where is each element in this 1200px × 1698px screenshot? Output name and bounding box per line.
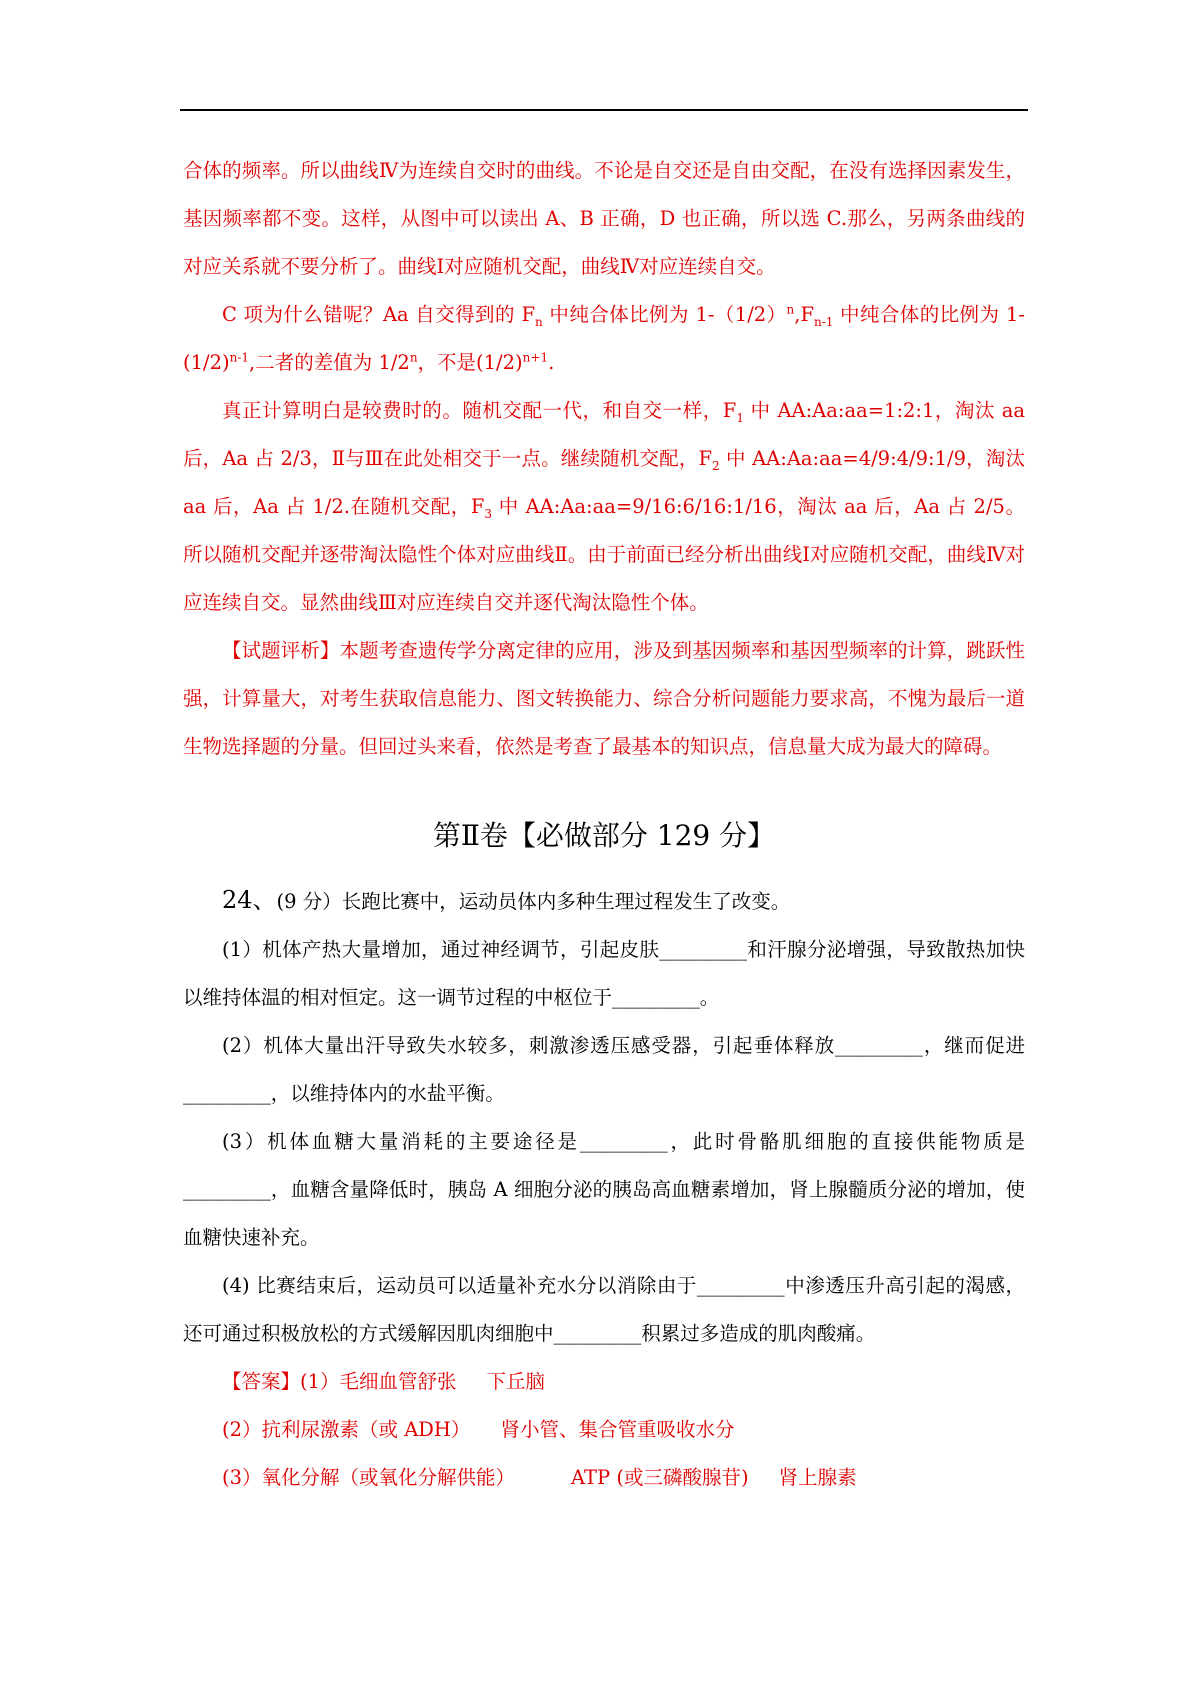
analysis-paragraph-1: 合体的频率。所以曲线Ⅳ为连续自交时的曲线。不论是自交还是自由交配，在没有选择因素发生，基因频率都不变。这样，从图中可以读出 A、B 正确，D 也正确，所以选 C.那么，另两条曲线的对应关系就不要分析了。曲线Ⅰ对应随机交配，曲线Ⅳ对应连续自交。	[183, 159, 1025, 278]
analysis-paragraph-3: 真正计算明白是较费时的。随机交配一代，和自交一样，$F_1$ 中 AA:Aa:aa=1:2:1，淘汰 aa 后，Aa 占 2/3，Ⅱ与Ⅲ在此处相交于一点。继续随机交配，$F_2$ 中 AA:Aa:aa=4/9:4/9:1/9，淘汰 aa 后，Aa 占 1/2.在随机交配，$F_3$ 中 AA:Aa:aa=9/16:6/16:1/16，淘汰 aa 后，Aa 占 2/5。所以随机交配并逐带淘汰隐性个体对应曲线Ⅱ。由于前面已经分析出曲线Ⅰ对应随机交配，曲线Ⅳ对应连续自交。显然曲线Ⅲ对应连续自交并逐代淘汰隐性个体。	[183, 399, 1026, 614]
analysis-paragraph-2: C 项为什么错呢？Aa 自交得到的 $F_n$ 中纯合体比例为 $1-(1/2)^n,F_{n-1}$ 中纯合体的比例为 $1-(1/2)^{n-1}$,二者的差值为 1/2$^n$，不是$(1/2)^{n+1}$.	[183, 302, 1025, 374]
question-24-part-4: (4) 比赛结束后，运动员可以适量补充水分以消除由于_________中渗透压升高引起的渴感，还可通过积极放松的方式缓解因肌肉细胞中_________积累过多造成的肌肉酸痛。	[183, 1274, 1025, 1345]
header-rule	[180, 109, 1028, 111]
answer-line-2: (2）抗利尿激素（或 ADH） 肾小管、集合管重吸收水分	[222, 1418, 735, 1441]
answer-line-3: (3）氧化分解（或氧化分解供能） ATP (或三磷酸腺苷) 肾上腺素	[222, 1466, 857, 1489]
page-content	[183, 147, 1025, 1502]
evaluation-paragraph: 【试题评析】本题考查遗传学分离定律的应用，涉及到基因频率和基因型频率的计算，跳跃性强，计算量大，对考生获取信息能力、图文转换能力、综合分析问题能力要求高，不愧为最后一道生物选择题的分量。但回过头来看，依然是考查了最基本的知识点，信息量大成为最大的障碍。	[183, 639, 1025, 758]
question-24-stem: 24、(9 分）长跑比赛中，运动员体内多种生理过程发生了改变。	[222, 886, 791, 914]
answer-line-1: 【答案】(1）毛细血管舒张 下丘脑	[222, 1370, 546, 1393]
section-title: 第Ⅱ卷【必做部分 129 分】	[432, 819, 776, 852]
question-24-part-3: (3）机体血糖大量消耗的主要途径是_________，此时骨骼肌细胞的直接供能物质是_________，血糖含量降低时，胰岛 A 细胞分泌的胰岛高血糖素增加，肾上腺髓质分泌的增加，使血糖快速补充。	[183, 1130, 1025, 1249]
spacer	[183, 771, 1025, 810]
question-24-part-1: (1）机体产热大量增加，通过神经调节，引起皮肤_________和汗腺分泌增强，导致散热加快以维持体温的相对恒定。这一调节过程的中枢位于_________。	[183, 938, 1025, 1009]
question-24-part-2: (2）机体大量出汗导致失水较多，刺激渗透压感受器，引起垂体释放_________，继而促进_________，以维持体内的水盐平衡。	[183, 1034, 1025, 1105]
